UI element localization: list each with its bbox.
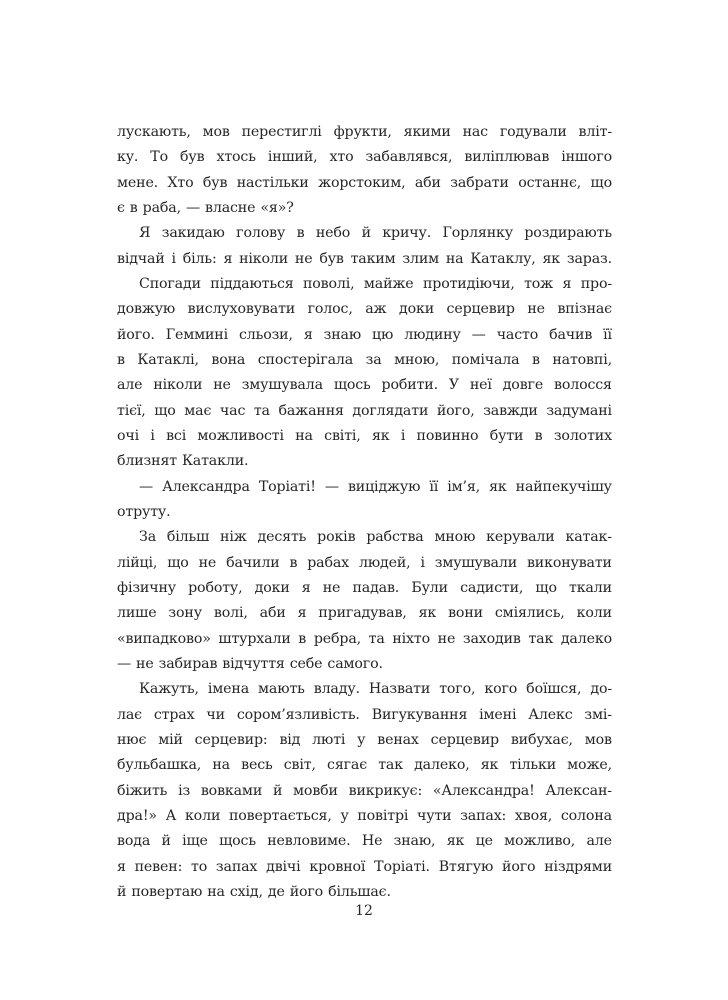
text-line: вода й іще щось невловиме. Не знаю, як це можливо, але bbox=[117, 833, 612, 850]
text-line: лає страх чи сором’язливість. Вигукування імені Алекс змі- bbox=[117, 706, 612, 723]
text-line: — не забирав відчуття себе самого. bbox=[117, 655, 383, 672]
text-line: отруту. bbox=[117, 503, 171, 520]
text-line: «випадково» штурхали в ребра, та ніхто не заходив так далеко bbox=[117, 630, 612, 647]
text-line: й повертаю на схід, де його більшає. bbox=[117, 883, 391, 900]
text-line: лише зону волі, аби я пригадував, як вони сміялись, коли bbox=[117, 605, 612, 622]
text-line: біжить із вовками й мовби викрикує: «Александра! Алексан- bbox=[117, 782, 612, 799]
text-line: лійці, що не бачили в рабах людей, і змушували виконувати bbox=[117, 554, 612, 571]
text-line: довжую вислуховувати голос, аж доки серцевир не впізнає bbox=[117, 301, 612, 318]
text-line: ку. То був хтось інший, хто забавлявся, виліплював іншого bbox=[117, 149, 612, 166]
body-text bbox=[117, 120, 612, 905]
text-line: нює мій серцевир: від люті у венах серцевир вибухає, мов bbox=[117, 731, 612, 748]
text-line: — Александра Торіаті! — виціджую її ім’я, як найпекучішу bbox=[139, 478, 612, 495]
text-line: Спогади піддаються поволі, майже протидіючи, тож я про- bbox=[139, 275, 612, 292]
text-line: фізичну роботу, доки я не падав. Були садисти, що ткали bbox=[117, 579, 612, 596]
text-line: очі і всі можливості на світі, як і повинно бути в золотих bbox=[117, 427, 612, 444]
text-line: Кажуть, імена мають владу. Назвати того, кого боїшся, до- bbox=[139, 681, 612, 698]
text-line: лускають, мов перестиглі фрукти, якими нас годували вліт- bbox=[117, 124, 612, 140]
text-line: тієї, що має час та бажання доглядати його, завжди задумані bbox=[117, 402, 612, 419]
text-line: його. Геммині сльози, я знаю цю людину — часто бачив її bbox=[117, 326, 612, 343]
text-line: мене. Хто був настільки жорстоким, аби забрати останнє, що bbox=[117, 174, 612, 191]
text-line: За більш ніж десять років рабства мною керували катак- bbox=[139, 529, 612, 546]
text-line: є в раба, — власне «я»? bbox=[117, 199, 294, 216]
text-line: відчай і біль: я ніколи не був таким злим на Катаклу, як зараз. bbox=[117, 250, 612, 267]
text-line: але ніколи не змушувала щось робити. У неї довге волосся bbox=[117, 377, 612, 394]
text-line: дра!» А коли повертається, у повітрі чути запах: хвоя, солона bbox=[117, 807, 612, 824]
text-line: я певен: то запах двічі кровної Торіаті. Втягую його ніздрями bbox=[117, 858, 612, 875]
text-line: бульбашка, на весь світ, сягає так далеко, як тільки може, bbox=[117, 757, 612, 774]
text-line: в Катаклі, вона спостерігала за мною, помічала в натовпі, bbox=[117, 351, 612, 368]
text-line: близнят Катакли. bbox=[117, 453, 249, 470]
text-line: Я закидаю голову в небо й кричу. Горлянку роздирають bbox=[139, 225, 612, 242]
page-number: 12 bbox=[355, 903, 373, 919]
